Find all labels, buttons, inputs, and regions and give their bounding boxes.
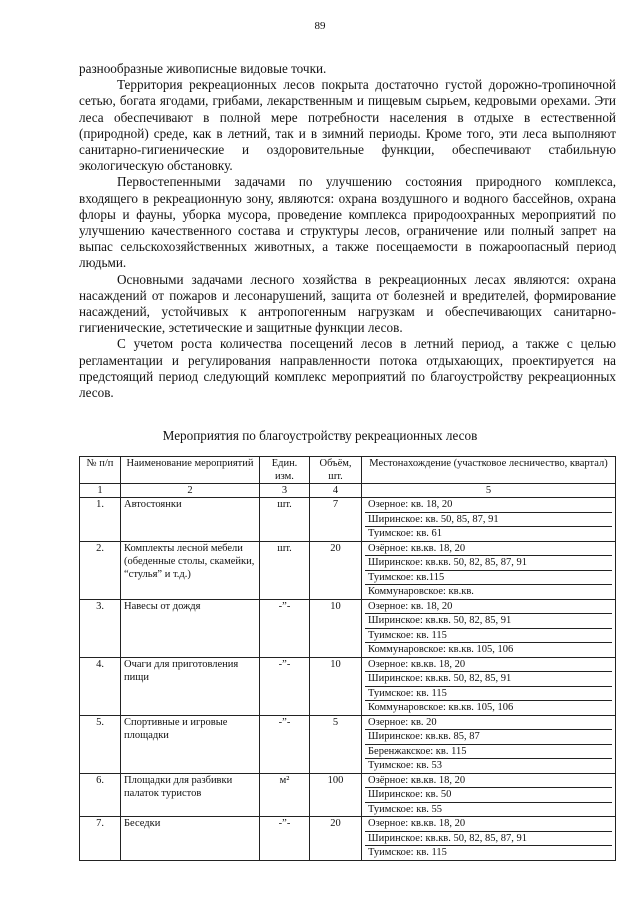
paragraph: Первостепенными задачами по улучшению состояния природного комплекса, входящего в рекреационную зону, являются: охрана воздушного и водного бассейнов, охрана флоры и фауны, уборка мусора, проведение комплекса природоохранных мероприятий по улучшению качественного состава и структуры лесов, ограничение или полный запрет на выпас сельскохозяйственных животных, а также посещаемости в пожароопасный период людьми. [79,174,616,271]
location-line: Беренжакское: кв. 115 [365,745,612,760]
row-volume: 20 [310,541,362,599]
row-unit: -”- [260,599,310,657]
row-unit: шт. [260,498,310,542]
row-volume: 7 [310,498,362,542]
row-number: 5. [80,715,121,773]
location-line: Туимское: кв. 115 [365,687,612,702]
row-name: Комплекты лесной мебели (обеденные столы, скамейки, “стулья” и т.д.) [121,541,260,599]
location-line: Туимское: кв. 115 [368,847,447,858]
location-line: Ширинское: кв.кв. 50, 82, 85, 87, 91 [365,556,612,571]
row-number: 6. [80,773,121,817]
location-line: Ширинское: кв.кв. 85, 87 [365,730,612,745]
location-line: Озерное: кв. 18, 20 [365,600,612,615]
table-row [80,541,616,599]
location-line: Озерное: кв.кв. 18, 20 [365,658,612,673]
column-index: 3 [260,484,310,498]
location-line: Коммунаровское: кв.кв. 105, 106 [368,702,514,713]
location-line: Туимское: кв. 53 [368,760,443,771]
row-number: 3. [80,599,121,657]
row-locations [362,657,616,715]
row-unit: м² [260,773,310,817]
header-volume: Объём, шт. [310,457,362,484]
location-line: Ширинское: кв. 50, 85, 87, 91 [365,513,612,528]
row-locations [362,773,616,817]
paragraph: разнообразные живописные видовые точки. [79,61,327,76]
row-volume: 20 [310,817,362,861]
table-row [80,715,616,773]
location-line: Озерное: кв. 18, 20 [365,498,612,513]
column-index: 1 [80,484,121,498]
row-name: Площадки для разбивки палаток туристов [121,773,260,817]
location-line: Туимское: кв.115 [365,571,612,586]
row-locations [362,715,616,773]
table-title: Мероприятия по благоустройству рекреационных лесов [162,428,478,443]
row-unit: -”- [260,715,310,773]
table-header-row [80,457,616,484]
table-row [80,817,616,861]
paragraph: Основными задачами лесного хозяйства в рекреационных лесах являются: охрана насаждений от пожаров и лесонарушений, защита от болезней и вредителей, формирование насаждений, устойчивых к антропогенным нагрузкам и обеспечивающих санитарно-гигиенические, эстетические и защитные функции лесов. [79,271,616,336]
row-name: Спортивные и игровые площадки [121,715,260,773]
header-num: № п/п [80,457,121,484]
row-volume: 10 [310,657,362,715]
location-line: Озёрное: кв.кв. 18, 20 [365,542,612,557]
paragraph: С учетом роста количества посещений лесов в летний период, а также с целью регламентации и регулирования направленности потока отдыхающих, проектируется на предстоящий период следующий комплекс мероприятий по благоустройству рекреационных лесов. [79,336,616,401]
row-unit: шт. [260,541,310,599]
location-line: Туимское: кв. 61 [368,528,443,539]
location-line: Туимское: кв. 55 [368,803,443,815]
table-row [80,773,616,817]
location-line: Ширинское: кв.кв. 50, 82, 85, 87, 91 [365,832,612,847]
paragraph: Территория рекреационных лесов покрыта достаточно густой дорожно-тропиночной сетью, богата ягодами, грибами, лекарственным и пищевым сырьем, кедровыми орехами. Эти леса обеспечивают в полной мере потребности населения в отдыхе в естественной (природной) среде, как в летний, так и в зимний периоды. Кроме того, эти леса выполняют санитарно-гигиенические и оздоровительные функции, обеспечивают стабильную экологическую обстановку. [79,77,616,174]
row-number: 1. [80,498,121,542]
row-volume: 5 [310,715,362,773]
row-number: 4. [80,657,121,715]
table-row [80,599,616,657]
location-line: Ширинское: кв.кв. 50, 82, 85, 91 [365,672,612,687]
location-line: Озёрное: кв.кв. 18, 20 [365,774,612,789]
location-line: Коммунаровское: кв.кв. [368,586,474,597]
location-line: Туимское: кв. 115 [365,629,612,644]
header-unit: Един. изм. [260,457,310,484]
row-name: Навесы от дождя [121,599,260,657]
page-number: 89 [314,20,326,32]
header-location: Местонахождение (участковое лесничество, квартал) [362,457,616,484]
location-line: Ширинское: кв. 50 [365,788,612,803]
column-index: 2 [121,484,260,498]
row-number: 2. [80,541,121,599]
location-line: Коммунаровское: кв.кв. 105, 106 [368,644,514,655]
table-row [80,498,616,542]
column-index-row [80,484,616,498]
row-locations [362,498,616,542]
location-line: Озерное: кв. 20 [365,716,612,731]
row-name: Беседки [121,817,260,861]
location-line: Ширинское: кв.кв. 50, 82, 85, 91 [365,614,612,629]
body-text [79,61,616,401]
header-name: Наименование мероприятий [121,457,260,484]
row-unit: -”- [260,817,310,861]
column-index: 5 [362,484,616,498]
row-number: 7. [80,817,121,861]
row-volume: 100 [310,773,362,817]
measures-table [79,456,616,861]
row-volume: 10 [310,599,362,657]
row-name: Автостоянки [121,498,260,542]
row-name: Очаги для приготовления пищи [121,657,260,715]
location-line: Озерное: кв.кв. 18, 20 [365,817,612,832]
table-row [80,657,616,715]
row-locations [362,817,616,861]
column-index: 4 [310,484,362,498]
row-unit: -”- [260,657,310,715]
row-locations [362,599,616,657]
row-locations [362,541,616,599]
